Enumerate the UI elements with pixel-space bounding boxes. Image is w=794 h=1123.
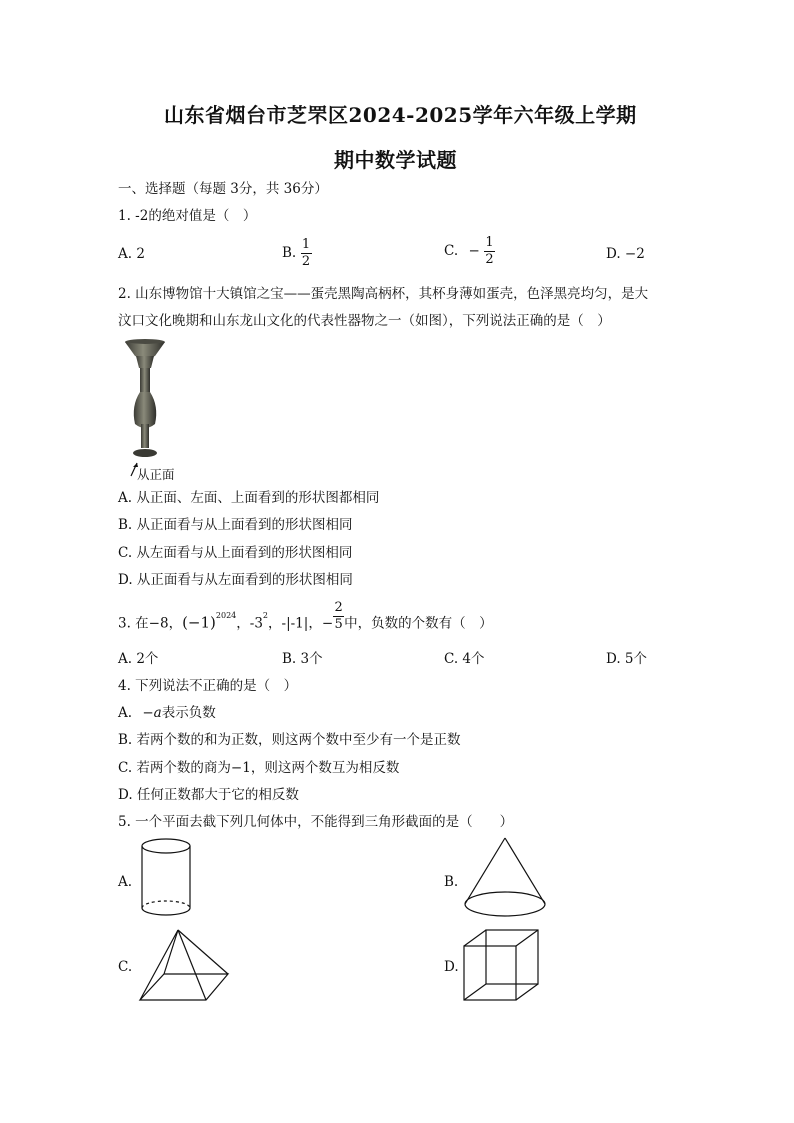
q5-option-b-label: B. <box>444 874 459 890</box>
question-5-stem: 5. 一个平面去截下列几何体中，不能得到三角形截面的是（ ） <box>118 814 514 830</box>
q2-option-b: B. 从正面看与从上面看到的形状图相同 <box>118 517 353 533</box>
q3-stem-pre: 3. 在−8， <box>118 615 183 632</box>
q2-option-a: A. 从正面、左面、上面看到的形状图都相同 <box>118 490 380 506</box>
q4-option-a-text: 表示负数 <box>161 705 216 721</box>
q1-option-b <box>282 238 312 269</box>
q3-stem-post: 中，负数的个数有（ ） <box>344 615 493 632</box>
q1-option-b-label: B. <box>282 245 297 261</box>
fraction-denominator: 2 <box>485 252 494 267</box>
q3-part3: ，-|-1|，− <box>268 615 334 632</box>
q4-option-a <box>118 704 216 722</box>
q1-option-a: A. 2 <box>118 246 145 262</box>
q4-option-b: B. 若两个数的和为正数，则这两个数中至少有一个是正数 <box>118 732 461 748</box>
cylinder-icon <box>138 836 194 920</box>
q2-option-c: C. 从左面看与从上面看到的形状图相同 <box>118 545 353 561</box>
q1-option-d: D. −2 <box>606 246 645 262</box>
q1-option-b-fraction <box>301 238 312 269</box>
page-title: 山东省烟台市芝罘区2024-2025学年六年级上学期 <box>164 103 637 127</box>
fraction-denominator: 5 <box>334 616 343 632</box>
q3-option-b: B. 3个 <box>282 651 323 667</box>
q4-option-a-label: A. <box>118 705 133 721</box>
question-3-stem <box>118 599 493 633</box>
question-2-stem-line2: 汶口文化晚期和山东龙山文化的代表性器物之一（如图），下列说法正确的是（ ） <box>118 313 611 329</box>
q3-power-exponent: 2024 <box>215 611 237 620</box>
q3-option-a: A. 2个 <box>118 651 159 667</box>
q3-power-base: (−1) <box>182 613 216 632</box>
q1-option-c-label: C. <box>444 243 459 259</box>
fraction-denominator: 2 <box>301 254 311 269</box>
cube-icon <box>462 928 542 1002</box>
fraction-numerator: 1 <box>301 237 311 252</box>
q4-option-c: C. 若两个数的商为−1，则这两个数互为相反数 <box>118 760 400 776</box>
q5-option-c-label: C. <box>118 959 133 975</box>
fraction-numerator: 1 <box>485 235 494 250</box>
q2-option-d: D. 从正面看与从左面看到的形状图相同 <box>118 572 353 588</box>
question-4-stem: 4. 下列说法不正确的是（ ） <box>118 678 298 694</box>
q1-option-c-fraction <box>484 236 495 267</box>
page-subtitle: 期中数学试题 <box>334 148 457 172</box>
question-1-stem: 1. -2的绝对值是（ ） <box>118 208 257 224</box>
q1-option-c-sign: − <box>468 243 480 259</box>
fraction-numerator: 2 <box>334 599 343 615</box>
section-heading: 一、选择题（每题 3分，共 36分） <box>118 181 328 197</box>
question-2-stem-line1: 2. 山东博物馆十大镇馆之宝——蛋壳黑陶高柄杯，其杯身薄如蛋壳，色泽黑亮均匀，是大 <box>118 286 649 302</box>
eggshell-cup-icon <box>118 336 198 484</box>
cone-icon <box>462 836 548 920</box>
q5-option-d-label: D. <box>444 959 459 975</box>
q3-option-c: C. 4个 <box>444 651 485 667</box>
q3-fraction <box>333 601 344 632</box>
q5-option-a-label: A. <box>118 874 133 890</box>
q4-option-d: D. 任何正数都大于它的相反数 <box>118 787 299 803</box>
pyramid-icon <box>138 928 230 1002</box>
q3-square: 2 <box>262 611 269 620</box>
image-caption: 从正面 <box>137 467 175 482</box>
q3-option-d: D. 5个 <box>606 651 648 667</box>
q4-option-a-variable: −a <box>142 705 162 721</box>
q3-part2: ，-3 <box>236 615 263 632</box>
q1-option-c <box>444 236 495 267</box>
